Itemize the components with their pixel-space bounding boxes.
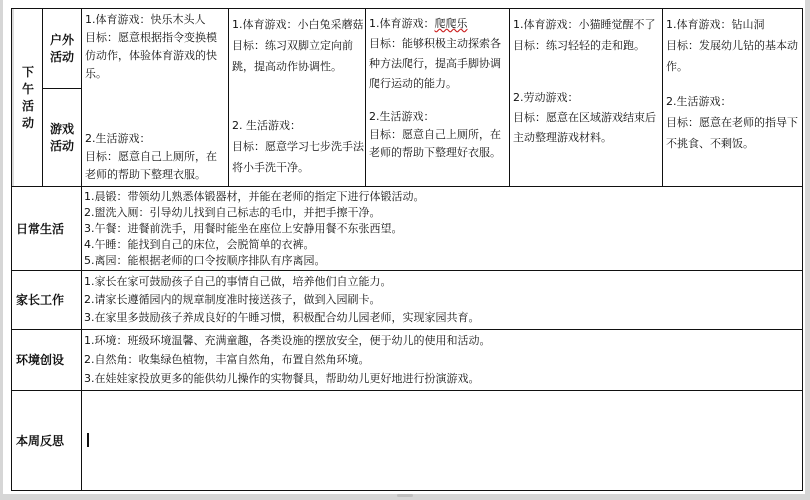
- environment-list: [84, 331, 800, 390]
- parent-work-list: [84, 273, 800, 329]
- grid-line: [662, 8, 663, 187]
- game-activity-label: 游戏活动: [50, 121, 75, 153]
- parent-work-label: 家长工作: [16, 293, 65, 307]
- grid-line: [11, 186, 803, 187]
- resize-handle[interactable]: [397, 494, 413, 497]
- reflection-label: 本周反思: [16, 433, 65, 448]
- list-item: 2.请家长遵循园内的规章制度准时接送孩子，做到入园刷卡。: [84, 293, 381, 306]
- grid-line: [81, 8, 82, 491]
- list-item: 2.自然角：收集绿色植物，丰富自然角，布置自然角环境。: [84, 353, 370, 366]
- table-border-right: [802, 8, 803, 491]
- grid-line: [11, 390, 803, 391]
- activity-prefix: 1.体育游戏：: [369, 17, 435, 30]
- list-item: 5.离园：能根据老师的口令按顺序排队有序离园。: [84, 254, 326, 267]
- list-item: 2.盥洗入厕：引导幼儿找到自己标志的毛巾，并把手擦干净。: [84, 206, 381, 219]
- grid-line: [365, 8, 366, 187]
- page-left-edge: [0, 0, 3, 500]
- environment-label: 环境创设: [16, 353, 65, 367]
- outdoor-activity-label: 户外活动: [50, 32, 75, 64]
- page-right-edge: [805, 0, 810, 500]
- grid-line: [11, 329, 803, 330]
- outdoor-activity-cell: 1.体育游戏：小猫睡觉醒不了 目标：练习轻轻的走和跑。: [513, 18, 656, 52]
- reflection-input[interactable]: [84, 392, 800, 489]
- list-item: 4.午睡：能找到自己的床位，会脱简单的衣裤。: [84, 238, 315, 251]
- grid-line: [228, 8, 229, 187]
- list-item: 1.环境：班级环境温馨、充满童趣，各类设施的摆放安全，便于幼儿的使用和活动。: [84, 334, 491, 347]
- outdoor-activity-cell: 1.体育游戏：钻山洞 目标：发展幼儿钻的基本动作。: [666, 18, 798, 73]
- grid-line: [11, 270, 803, 271]
- table-border-left: [11, 8, 12, 491]
- game-activity-cell: 2.劳动游戏： 目标：愿意在区域游戏结束后主动整理游戏材料。: [513, 91, 656, 144]
- outdoor-activity-cell: 1.体育游戏：快乐木头人 目标：愿意根据指令变换模仿动作，体验体育游戏的快乐。: [85, 13, 217, 80]
- list-item: 1.晨锻：带领幼儿熟悉体锻器材，并能在老师的指定下进行体锻活动。: [84, 190, 425, 203]
- activity-title: 爬爬乐: [434, 17, 468, 30]
- list-item: 3.在家里多鼓励孩子养成良好的午睡习惯，积极配合幼儿园老师，实现家园共育。: [84, 311, 480, 324]
- activity-goal: 目标：能够积极主动探索各种方法爬行，提高手脚协调爬行运动的能力。: [369, 37, 501, 90]
- text-cursor: [87, 433, 89, 447]
- list-item: 1.家长在家可鼓励孩子自己的事情自己做，培养他们自立能力。: [84, 275, 392, 288]
- list-item: 3.午餐：进餐前洗手，用餐时能坐在座位上安静用餐不东张西望。: [84, 222, 403, 235]
- outdoor-activity-cell: 1.体育游戏：小白兔采蘑菇 目标：练习双脚立定向前跳，提高动作协调性。: [232, 18, 364, 73]
- game-activity-cell: 2.生活游戏： 目标：愿意在老师的指导下不挑食、不剩饭。: [666, 95, 798, 150]
- grid-line: [509, 8, 510, 187]
- game-activity-cell: 2.生活游戏： 目标：愿意自己上厕所，在老师的帮助下整理衣服。: [85, 132, 217, 181]
- outdoor-activity-cell: [369, 14, 507, 94]
- afternoon-label: 下午活动: [21, 64, 34, 130]
- table-border-top: [11, 8, 803, 9]
- daily-life-label: 日常生活: [16, 221, 65, 236]
- list-item: 3.在娃娃家投放更多的能供幼儿操作的实物餐具，帮助幼儿更好地进行扮演游戏。: [84, 372, 480, 385]
- daily-life-list: [84, 189, 800, 269]
- game-activity-cell: 2.生活游戏： 目标：愿意自己上厕所，在老师的帮助下整理好衣服。: [369, 110, 501, 159]
- game-activity-cell: 2. 生活游戏： 目标：愿意学习七步洗手法将小手洗干净。: [232, 119, 364, 174]
- table-border-bottom: [11, 490, 803, 491]
